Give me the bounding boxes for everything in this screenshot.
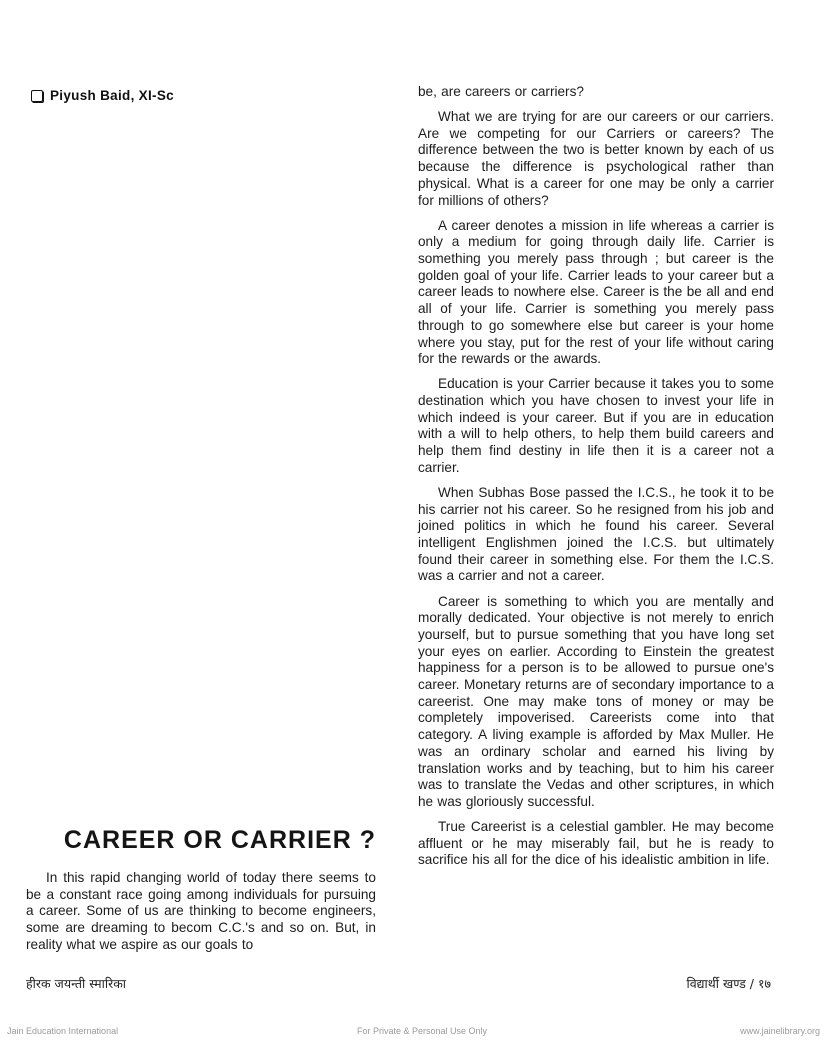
watermark-publisher: Jain Education International: [7, 1026, 119, 1036]
watermark-bar: [0, 1024, 828, 1040]
author-name: Piyush Baid, XI-Sc: [50, 88, 174, 103]
right-column: [418, 84, 774, 878]
page-footer-publication: हीरक जयन्ती स्मारिका: [26, 976, 127, 991]
paragraph: When Subhas Bose passed the I.C.S., he took it to be his carrier not his career. So he resigned from his job and joined politics in which he found his career. Several intelligent Englishmen joined the I.C.S. but ultimately found their career in something else. For them the I.C.S. was a carrier and not a career.: [418, 484, 774, 584]
page-footer-section-page: विद्यार्थी खण्ड / १७: [686, 976, 771, 991]
paragraph: True Careerist is a celestial gambler. He may become affluent or he may miserably fail, but he is ready to sacrifice his all for the dice of his idealistic ambition in life.: [418, 819, 774, 868]
left-column: [26, 870, 376, 954]
watermark-url[interactable]: www.jainelibrary.org: [740, 1026, 820, 1036]
paragraph: Career is something to which you are mentally and morally dedicated. Your objective is not merely to enrich yourself, but to pursue something that you have long set your eyes on earlier. According to Einstein the greatest happiness for a person is to be allowed to pursue one's career. Monetary returns are of secondary importance to a careerist. One may make tons of money or may be completely impoverised. Careerists come into that category. A living example is afforded by Max Muller. He was an ordinary scholar and earned his living by translation works and by teaching, but to him his career was to translate the Vedas and other scriptures, in which he was gloriously successful.: [418, 593, 774, 809]
paragraph: In this rapid changing world of today there seems to be a constant race going among individuals for pursuing a career. Some of us are thinking to become engineers, some are dreaming to becom C.C.'s and so on. But, in reality what we aspire as our goals to: [26, 870, 376, 952]
paragraph: What we are trying for are our careers or our carriers. Are we competing for our Carriers or careers? The difference between the two is better known by each of us because the difference is psychological rather than physical. What is a career for one may be only a carrier for millions of others?: [418, 109, 774, 208]
continued-text: be, are careers or carriers?: [418, 84, 584, 99]
paragraph: A career denotes a mission in life whereas a carrier is only a medium for going through daily life. Carrier is something you merely pass through ; but career is the golden goal of your life. Carrier leads to your career but a career leads to nowhere else. Career is the be all and end all of your life. Carrier is something you merely pass through to go somewhere else but career is your home where you stay, put for the rest of your life without caring for the rewards or the awards.: [418, 217, 774, 367]
article-title: CAREER OR CARRIER ?: [63, 826, 376, 854]
author-byline: [31, 88, 174, 103]
paragraph: Education is your Carrier because it takes you to some destination which you have chosen to invest your life in which indeed is your career. But if you are in education with a will to help others, to help them build careers and help them find destiny in life then it is a career not a carrier.: [418, 376, 774, 475]
checkbox-square-icon: [31, 90, 43, 102]
watermark-usage: For Private & Personal Use Only: [357, 1026, 488, 1036]
